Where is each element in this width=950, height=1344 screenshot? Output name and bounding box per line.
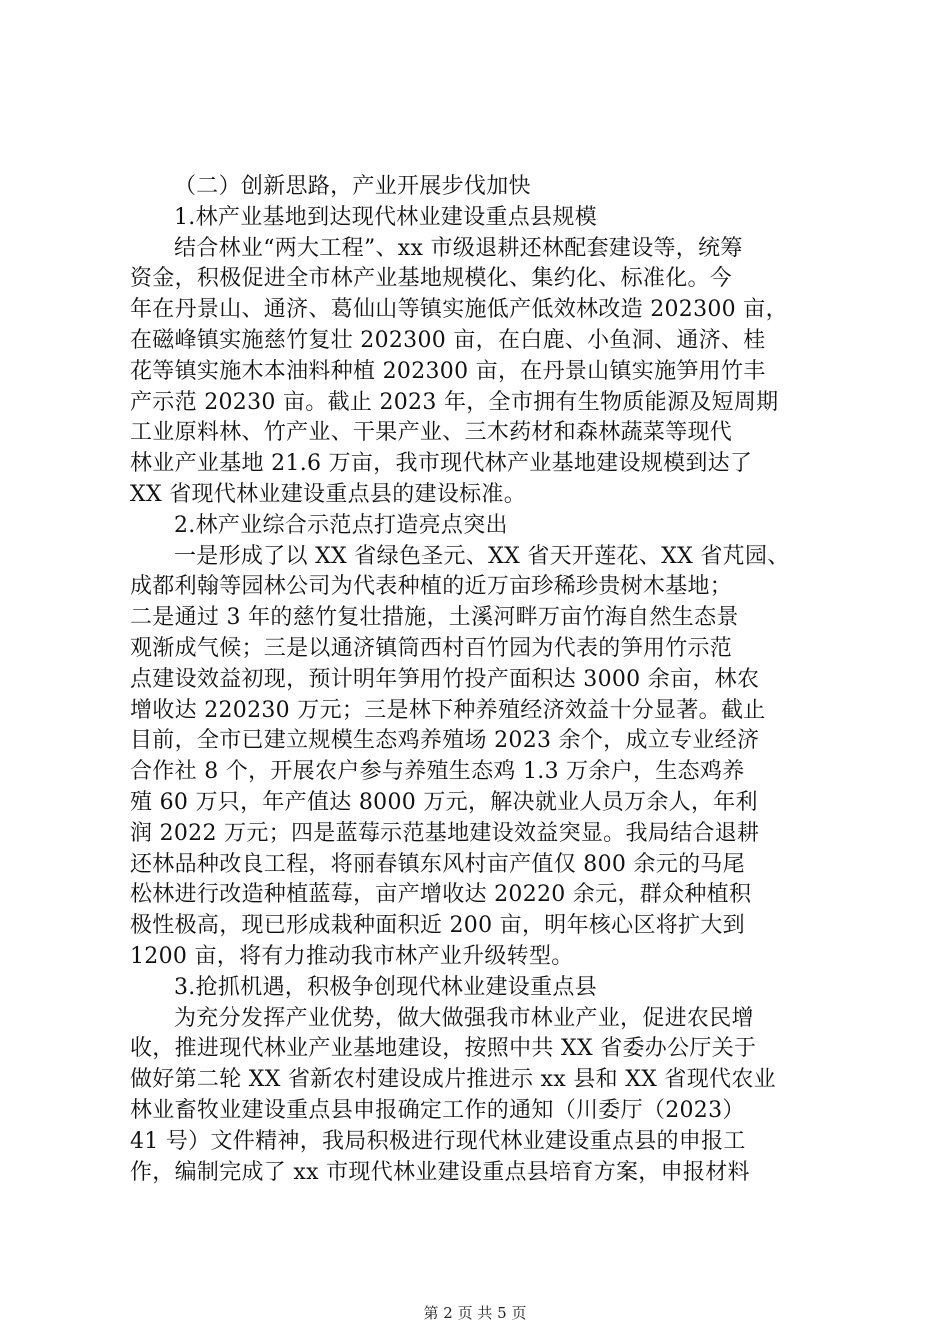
paragraph-line: 点建设效益初现，预计明年笋用竹投产面积达 3000 余亩，林农 xyxy=(130,666,760,692)
paragraph-line: 林业畜牧业建设重点县申报确定工作的通知（川委厅（2023） xyxy=(130,1097,745,1123)
paragraph-line: 成都利翰等园林公司为代表种植的近万亩珍稀珍贵树木基地； xyxy=(130,574,733,600)
paragraph-line: 林业产业基地 21.6 万亩，我市现代林产业基地建设规模到达了 xyxy=(130,451,753,477)
paragraph-line: 为充分发挥产业优势，做大做强我市林业产业，促进农民增 xyxy=(174,1005,754,1031)
document-body xyxy=(130,172,830,1188)
section-heading: （二）创新思路，产业开展步伐加快 xyxy=(174,174,531,199)
paragraph-line: 增收达 220230 万元；三是林下种养殖经济效益十分显著。截止 xyxy=(130,697,766,723)
paragraph-line: 二是通过 3 年的慈竹复壮措施，土溪河畔万亩竹海自然生态景 xyxy=(130,605,739,631)
paragraph-line: 极性极高，现已形成栽种面积近 200 亩，明年核心区将扩大到 xyxy=(130,913,745,939)
paragraph-line: 做好第二轮 XX 省新农村建设成片推进示 xx 县和 XX 省现代农业 xyxy=(130,1067,776,1093)
paragraph-line: 润 2022 万元；四是蓝莓示范基地建设效益突显。我局结合退耕 xyxy=(130,820,760,846)
paragraph-line: 花等镇实施木本油料种植 202300 亩，在丹景山镇实施笋用竹丰 xyxy=(130,358,766,384)
subsection-heading: 1.林产业基地到达现代林业建设重点县规模 xyxy=(174,204,597,230)
paragraph-line: 年在丹景山、通济、葛仙山等镇实施低产低效林改造 202300 亩， xyxy=(130,297,788,323)
paragraph-line: 一是形成了以 XX 省绿色圣元、XX 省天开莲花、XX 省芃园、 xyxy=(174,543,790,569)
paragraph-line: 工业原料林、竹产业、干果产业、三木药材和森林蔬菜等现代 xyxy=(130,420,733,446)
subsection-heading: 2.林产业综合示范点打造亮点突出 xyxy=(174,512,508,538)
paragraph-line: 殖 60 万只，年产值达 8000 万元，解决就业人员万余人，年利 xyxy=(130,789,758,815)
paragraph-line: 收，推进现代林业产业基地建设，按照中共 XX 省委办公厅关于 xyxy=(130,1036,757,1062)
paragraph-line: 41 号）文件精神，我局积极进行现代林业建设重点县的申报工 xyxy=(130,1128,746,1154)
paragraph-line: 产示范 20230 亩。截止 2023 年，全市拥有生物质能源及短周期 xyxy=(130,389,779,415)
paragraph-line: 松林进行改造种植蓝莓，亩产增收达 20220 余元，群众种植积 xyxy=(130,882,752,908)
paragraph-line: 合作社 8 个，开展农户参与养殖生态鸡 1.3 万余户，生态鸡养 xyxy=(130,759,745,785)
paragraph-line: 结合林业“两大工程”、xx 市级退耕还林配套建设等，统筹 xyxy=(174,235,743,261)
paragraph-line: 作，编制完成了 xx 市现代林业建设重点县培育方案，申报材料 xyxy=(130,1159,750,1185)
paragraph-line: 1200 亩，将有力推动我市林产业升级转型。 xyxy=(130,943,574,969)
subsection-heading: 3.抢抓机遇，积极争创现代林业建设重点县 xyxy=(174,974,597,1000)
paragraph-line: 资金，积极促进全市林产业基地规模化、集约化、标准化。今 xyxy=(130,266,733,292)
paragraph-line: 目前，全市已建立规模生态鸡养殖场 2023 余个，成立专业经济 xyxy=(130,728,760,754)
paragraph-line: 在磁峰镇实施慈竹复壮 202300 亩，在白鹿、小鱼洞、通济、桂 xyxy=(130,327,766,353)
paragraph-line: 还林品种改良工程，将丽春镇东风村亩产值仅 800 余元的马尾 xyxy=(130,851,745,877)
paragraph-line: XX 省现代林业建设重点县的建设标准。 xyxy=(130,481,527,507)
page-number-footer: 第 2 页 共 5 页 xyxy=(423,1304,527,1322)
paragraph-line: 观渐成气候；三是以通济镇筒西村百竹园为代表的笋用竹示范 xyxy=(130,635,733,661)
